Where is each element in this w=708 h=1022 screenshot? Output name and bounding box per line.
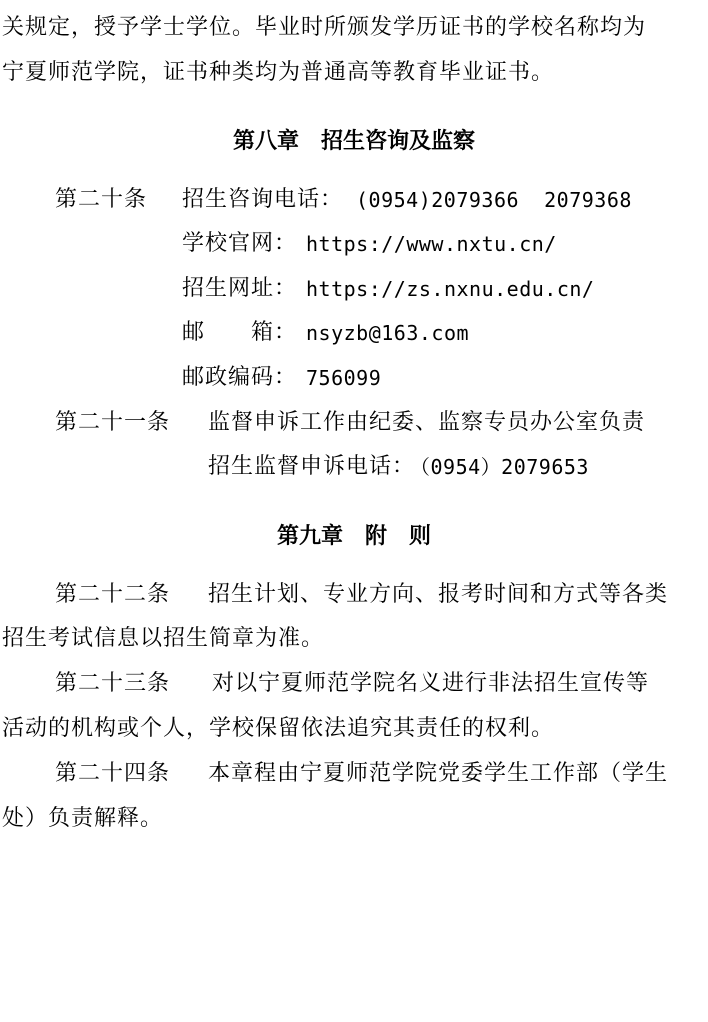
chapter-9-heading: 第九章 附 则 — [276, 524, 431, 549]
article-21-phone-value: （0954）2079653 — [410, 455, 589, 479]
contact-value-postcode: 756099 — [306, 366, 382, 390]
article-24-text-line-1: 本章程由宁夏师范学院党委学生工作部（学生 — [208, 761, 669, 786]
contact-value-website: https://www.nxtu.cn/ — [306, 232, 557, 256]
article-21-text: 监督申诉工作由纪委、监察专员办公室负责 — [208, 410, 646, 435]
article-21-phone-label: 招生监督申诉电话： — [208, 454, 416, 479]
article-21-number: 第二十一条 — [55, 410, 171, 435]
contact-value-admissions-site: https://zs.nxnu.edu.cn/ — [306, 277, 595, 301]
article-23-text-line-2: 活动的机构或个人，学校保留依法追究其责任的权利。 — [2, 716, 555, 741]
article-22-text-line-1: 招生计划、专业方向、报考时间和方式等各类 — [208, 582, 669, 607]
intro-line-1: 关规定，授予学士学位。毕业时所颁发学历证书的学校名称均为 — [2, 15, 647, 40]
article-20-number: 第二十条 — [55, 187, 148, 212]
contact-label-admissions-site: 招生网址： — [182, 276, 298, 301]
contact-label-website: 学校官网： — [182, 231, 298, 256]
contact-label-postcode: 邮政编码： — [182, 365, 298, 390]
intro-line-2: 宁夏师范学院，证书种类均为普通高等教育毕业证书。 — [2, 60, 555, 85]
article-24-text-line-2: 处）负责解释。 — [2, 806, 164, 831]
chapter-8-heading: 第八章 招生咨询及监察 — [232, 129, 475, 154]
article-24-number: 第二十四条 — [55, 761, 171, 786]
article-22-number: 第二十二条 — [55, 582, 171, 607]
contact-value-phone: (0954)2079366 2079368 — [356, 188, 632, 212]
contact-label-email: 邮 箱： — [182, 320, 298, 345]
contact-value-email: nsyzb@163.com — [306, 321, 470, 345]
article-23-number: 第二十三条 — [55, 671, 171, 696]
article-22-text-line-2: 招生考试信息以招生简章为准。 — [2, 626, 325, 651]
article-23-text-line-1: 对以宁夏师范学院名义进行非法招生宣传等 — [212, 671, 650, 696]
contact-label-phone: 招生咨询电话： — [182, 187, 344, 212]
